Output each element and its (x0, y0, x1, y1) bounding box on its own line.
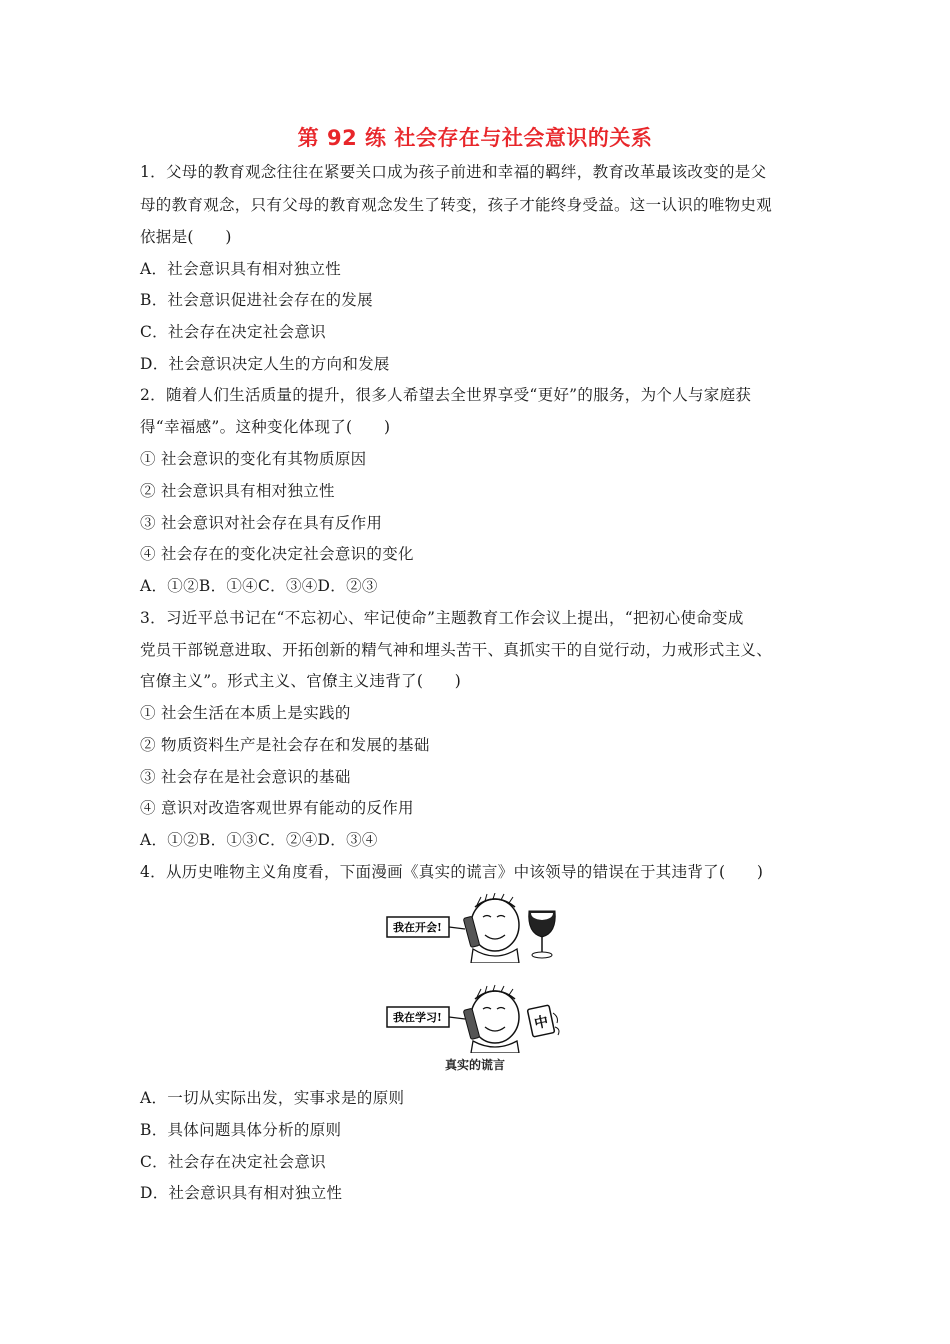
q2-item-1: ① 社会意识的变化有其物质原因 (140, 450, 367, 468)
page-title: 第 92 练 社会存在与社会意识的关系 (297, 126, 653, 150)
q3-stem-line-2: 党员干部锐意进取、开拓创新的精气神和埋头苦干、真抓实干的自觉行动，力戒形式主义、 (140, 641, 773, 659)
speech-text-top: 我在开会! (393, 921, 442, 934)
q2-stem-line-2: 得“幸福感”。这种变化体现了( ) (140, 418, 391, 436)
q2-item-3: ③ 社会意识对社会存在具有反作用 (140, 514, 383, 532)
q1-option-b: B．社会意识促进社会存在的发展 (140, 291, 373, 309)
q2-item-4: ④ 社会存在的变化决定社会意识的变化 (140, 545, 414, 563)
cartoon-meeting-illustration (385, 893, 565, 963)
q2-choices: A．①②B．①④C．③④D．②③ (140, 577, 378, 595)
wine-glass-icon (529, 911, 555, 958)
q1-stem-line-1: 1．父母的教育观念往往在紧要关口成为孩子前进和幸福的羁绊，教育改革最该改变的是父 (140, 163, 767, 181)
q3-item-1: ① 社会生活在本质上是实践的 (140, 704, 351, 722)
q4-stem-line-1: 4．从历史唯物主义角度看，下面漫画《真实的谎言》中该领导的错误在于其违背了( ) (140, 863, 764, 881)
q4-option-a: A．一切从实际出发，实事求是的原则 (140, 1089, 405, 1107)
q4-option-c: C．社会存在决定社会意识 (140, 1153, 326, 1171)
q2-item-2: ② 社会意识具有相对独立性 (140, 482, 335, 500)
q3-item-2: ② 物质资料生产是社会存在和发展的基础 (140, 736, 430, 754)
q4-option-b: B．具体问题具体分析的原则 (140, 1121, 342, 1139)
q3-stem-line-1: 3．习近平总书记在“不忘初心、牢记使命”主题教育工作会议上提出，“把初心使命变成 (140, 609, 744, 627)
q1-option-d: D．社会意识决定人生的方向和发展 (140, 355, 390, 373)
q1-option-a: A．社会意识具有相对独立性 (140, 260, 342, 278)
q3-item-4: ④ 意识对改造客观世界有能动的反作用 (140, 799, 414, 817)
q3-item-3: ③ 社会存在是社会意识的基础 (140, 768, 351, 786)
q3-stem-line-3: 官僚主义”。形式主义、官僚主义违背了( ) (140, 672, 462, 690)
tile-character: 中 (532, 1013, 550, 1033)
cartoon-caption: 真实的谎言 (444, 1058, 505, 1072)
q1-stem-line-2: 母的教育观念，只有父母的教育观念发生了转变，孩子才能终身受益。这一认识的唯物史观 (140, 196, 773, 214)
q1-stem-line-3: 依据是( ) (140, 228, 232, 246)
q4-option-d: D．社会意识具有相对独立性 (140, 1184, 343, 1202)
q1-option-c: C．社会存在决定社会意识 (140, 323, 326, 341)
q2-stem-line-1: 2．随着人们生活质量的提升，很多人希望去全世界享受“更好”的服务，为个人与家庭获 (140, 386, 752, 404)
cartoon-study-illustration (385, 983, 565, 1053)
q3-choices: A．①②B．①③C．②④D．③④ (140, 831, 378, 849)
mahjong-tile-icon (527, 1005, 559, 1037)
speech-text-bottom: 我在学习! (393, 1011, 442, 1024)
